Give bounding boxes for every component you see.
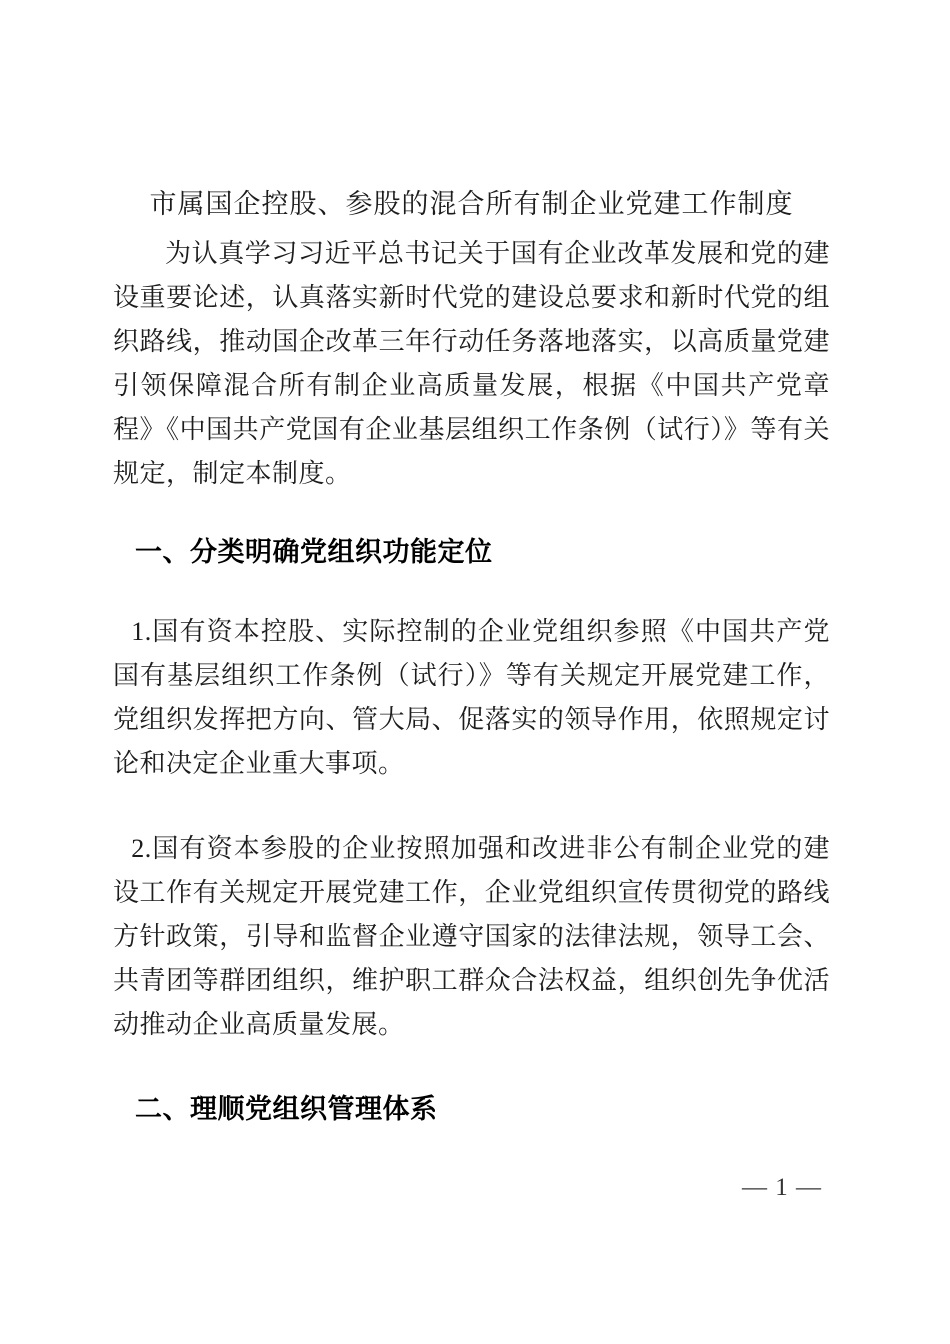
intro-paragraph: 为认真学习习近平总书记关于国有企业改革发展和党的建设重要论述，认真落实新时代党的建设总要求和新时代党的组织路线，推动国企改革三年行动任务落地落实，以高质量党建引领保障混合所有制企业高质量发展，根据《中国共产党章程》《中国共产党国有企业基层组织工作条例（试行）》等有关规定，制定本制度。 xyxy=(113,239,830,488)
document-title: 市属国企控股、参股的混合所有制企业党建工作制度 xyxy=(149,189,794,219)
section-heading-1: 一、分类明确党组织功能定位 xyxy=(135,537,493,567)
clause-paragraph-2: 2.国有资本参股的企业按照加强和改进非公有制企业党的建设工作有关规定开展党建工作，企业党组织宣传贯彻党的路线方针政策，引导和监督企业遵守国家的法律法规，领导工会、共青团等群团组织，维护职工群众合法权益，组织创先争优活动推动企业高质量发展。 xyxy=(113,834,830,1039)
section-heading-2: 二、理顺党组织管理体系 xyxy=(135,1094,438,1124)
clause-paragraph-1: 1.国有资本控股、实际控制的企业党组织参照《中国共产党国有基层组织工作条例（试行）》等有关规定开展党建工作，党组织发挥把方向、管大局、促落实的领导作用，依照规定讨论和决定企业重大事项。 xyxy=(113,617,830,778)
page-number: — 1 — xyxy=(742,1174,822,1201)
